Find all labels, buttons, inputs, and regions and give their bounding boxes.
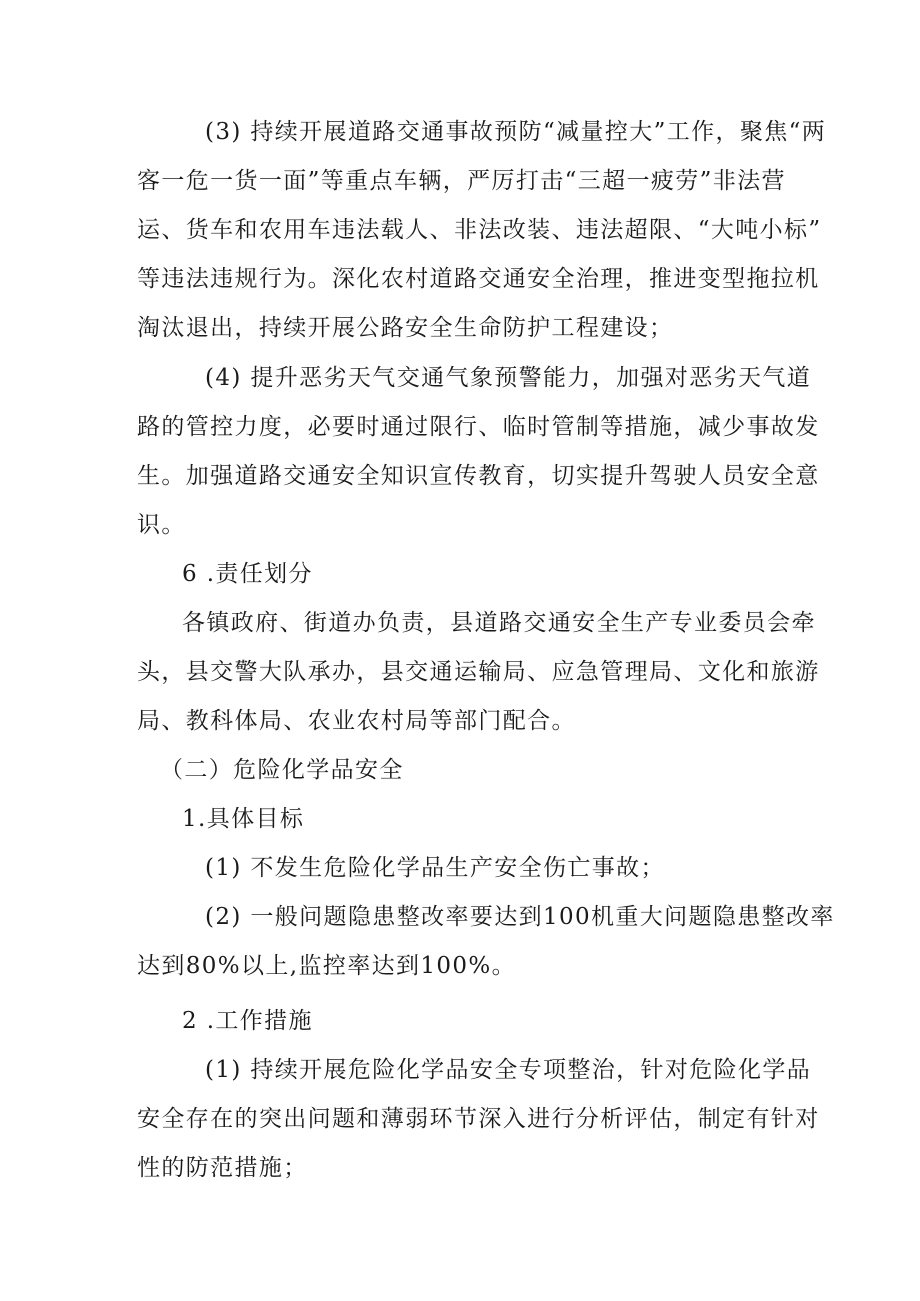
responsibility-line-1: 各镇政府、街道办负责，县道路交通安全生产专业委员会牵 bbox=[182, 610, 816, 636]
paragraph-4-line-3: 生。加强道路交通安全知识宣传教育，切实提升驾驶人员安全意 bbox=[137, 463, 820, 489]
heading-specific-targets: 1.具体目标 bbox=[182, 806, 305, 832]
target-2-line-2: 达到80%以上,监控率达到100%。 bbox=[137, 953, 517, 979]
section-heading-hazardous-chemicals: （二）危险化学品安全 bbox=[160, 757, 404, 783]
measure-1-line-3: 性的防范措施； bbox=[137, 1155, 308, 1181]
target-2-line-1: (2) 一般问题隐患整改率要达到100机重大问题隐患整改率 bbox=[205, 904, 835, 930]
measure-1-line-1: (1) 持续开展危险化学品安全专项整治，针对危险化学品 bbox=[205, 1057, 812, 1083]
heading-responsibility: 6 .责任划分 bbox=[182, 561, 313, 587]
target-1: (1) 不发生危险化学品生产安全伤亡事故； bbox=[205, 855, 665, 881]
responsibility-line-2: 头，县交警大队承办，县交通运输局、应急管理局、文化和旅游 bbox=[137, 659, 820, 685]
paragraph-3-line-1: (3) 持续开展道路交通事故预防“减量控大”工作，聚焦“两 bbox=[205, 119, 827, 145]
paragraph-4-line-4: 识。 bbox=[137, 512, 186, 538]
paragraph-3-line-2: 客一危一货一面”等重点车辆，严厉打击“三超一疲劳”非法营 bbox=[137, 168, 786, 194]
paragraph-4-line-1: (4) 提升恶劣天气交通气象预警能力，加强对恶劣天气道 bbox=[205, 365, 812, 391]
paragraph-3-line-3: 运、货车和农用车违法载人、非法改装、违法超限、“大吨小标” bbox=[137, 217, 822, 243]
paragraph-3-line-4: 等违法违规行为。深化农村道路交通安全治理，推进变型拖拉机 bbox=[137, 266, 820, 292]
responsibility-line-3: 局、教科体局、农业农村局等部门配合。 bbox=[137, 708, 576, 734]
paragraph-4-line-2: 路的管控力度，必要时通过限行、临时管制等措施，减少事故发 bbox=[137, 414, 820, 440]
paragraph-3-line-5: 淘汰退出，持续开展公路安全生命防护工程建设； bbox=[137, 315, 674, 341]
heading-work-measures: 2 .工作措施 bbox=[182, 1008, 313, 1034]
measure-1-line-2: 安全存在的突出问题和薄弱环节深入进行分析评估，制定有针对 bbox=[137, 1106, 820, 1132]
